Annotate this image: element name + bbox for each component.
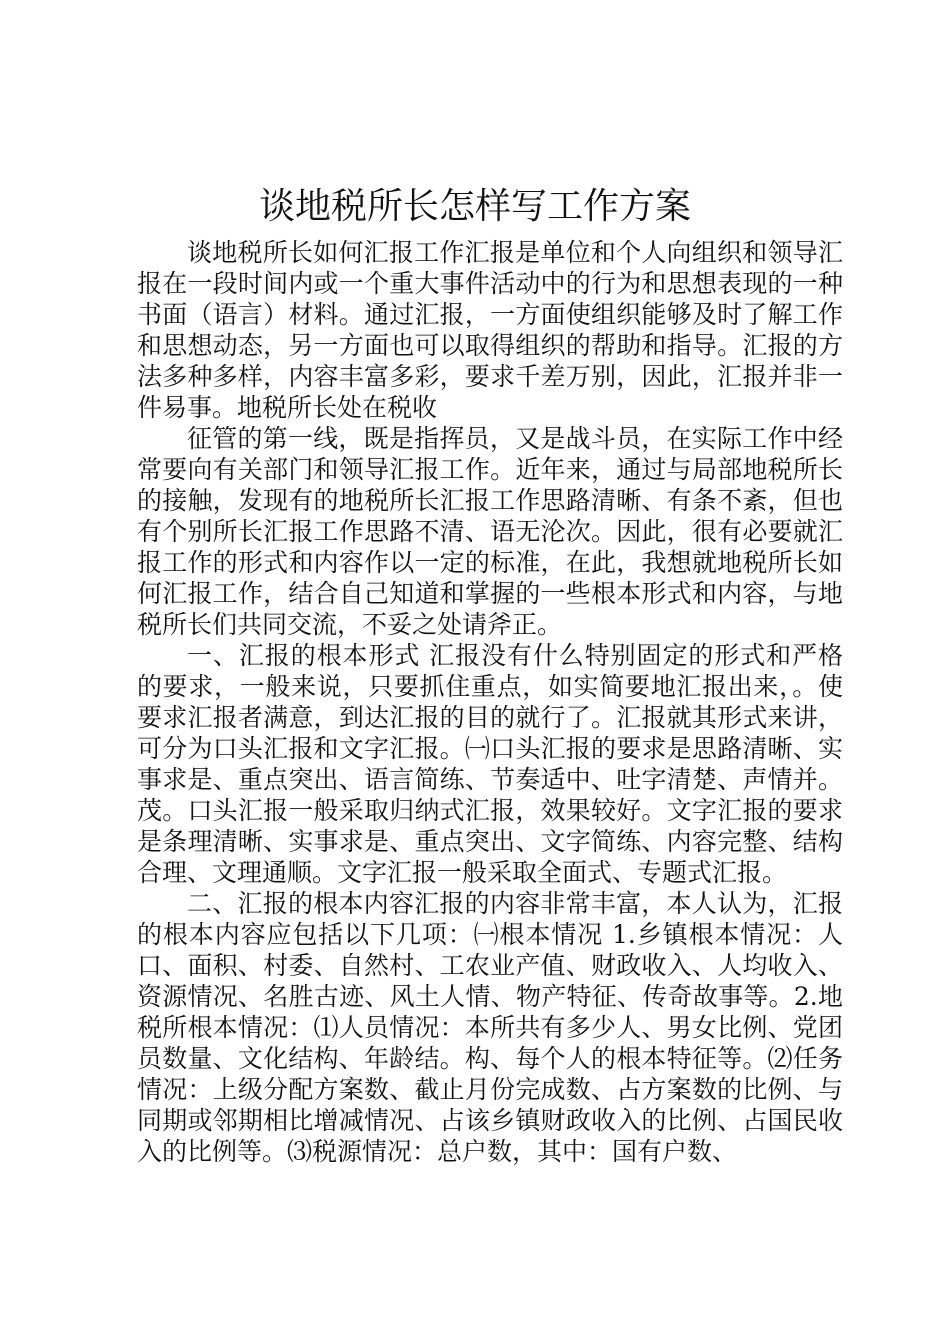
paragraph-3: 一、汇报的根本形式 汇报没有什么特别固定的形式和严格的要求，一般来说，只要抓住重点，如实简要地汇报出来，。使要求汇报者满意，到达汇报的目的就行了。汇报就其形式来讲，可分为口头汇报和文字汇报。㈠口头汇报的要求是思路清晰、实事求是、重点突出、语言简练、节奏适中、吐字清楚、声情并。茂。口头汇报一般采取归纳式汇报，效果较好。文字汇报的要求是条理清晰、实事求是、重点突出、文字简练、内容完整、结构合理、文理通顺。文字汇报一般采取全面式、专题式汇报。 (137, 641, 843, 887)
document-title: 谈地税所长怎样写工作方案 (258, 186, 691, 227)
paragraph-1: 谈地税所长如何汇报工作汇报是单位和个人向组织和领导汇报在一段时间内或一个重大事件活动中的行为和思想表现的一种书面（语言）材料。通过汇报，一方面使组织能够及时了解工作和思想动态，另一方面也可以取得组织的帮助和指导。汇报的方法多种多样，内容丰富多彩，要求千差万别，因此，汇报并非一件易事。地税所长处在税收 (137, 238, 843, 422)
document-body (137, 237, 843, 1167)
paragraph-4: 二、汇报的根本内容汇报的内容非常丰富，本人认为，汇报的根本内容应包括以下几项：㈠根本情况 1.乡镇根本情况：人口、面积、村委、自然村、工农业产值、财政收入、人均收入、资源情况、名胜古迹、风土人情、物产特征、传奇故事等。2.地税所根本情况：⑴人员情况：本所共有多少人、男女比例、党团员数量、文化结构、年龄结。构、每个人的根本特征等。⑵任务情况：上级分配方案数、截止月份完成数、占方案数的比例、与同期或邻期相比增减情况、占该乡镇财政收入的比例、占国民收入的比例等。⑶税源情况：总户数，其中：国有户数、 (137, 889, 843, 1166)
paragraph-2: 征管的第一线，既是指挥员，又是战斗员，在实际工作中经常要向有关部门和领导汇报工作。近年来，通过与局部地税所长的接触，发现有的地税所长汇报工作思路清晰、有条不紊，但也有个别所长汇报工作思路不清、语无沦次。因此，很有必要就汇报工作的形式和内容作以一定的标准，在此，我想就地税所长如何汇报工作，结合自己知道和掌握的一些根本形式和内容，与地税所长们共同交流，不妥之处请斧正。 (137, 424, 843, 639)
